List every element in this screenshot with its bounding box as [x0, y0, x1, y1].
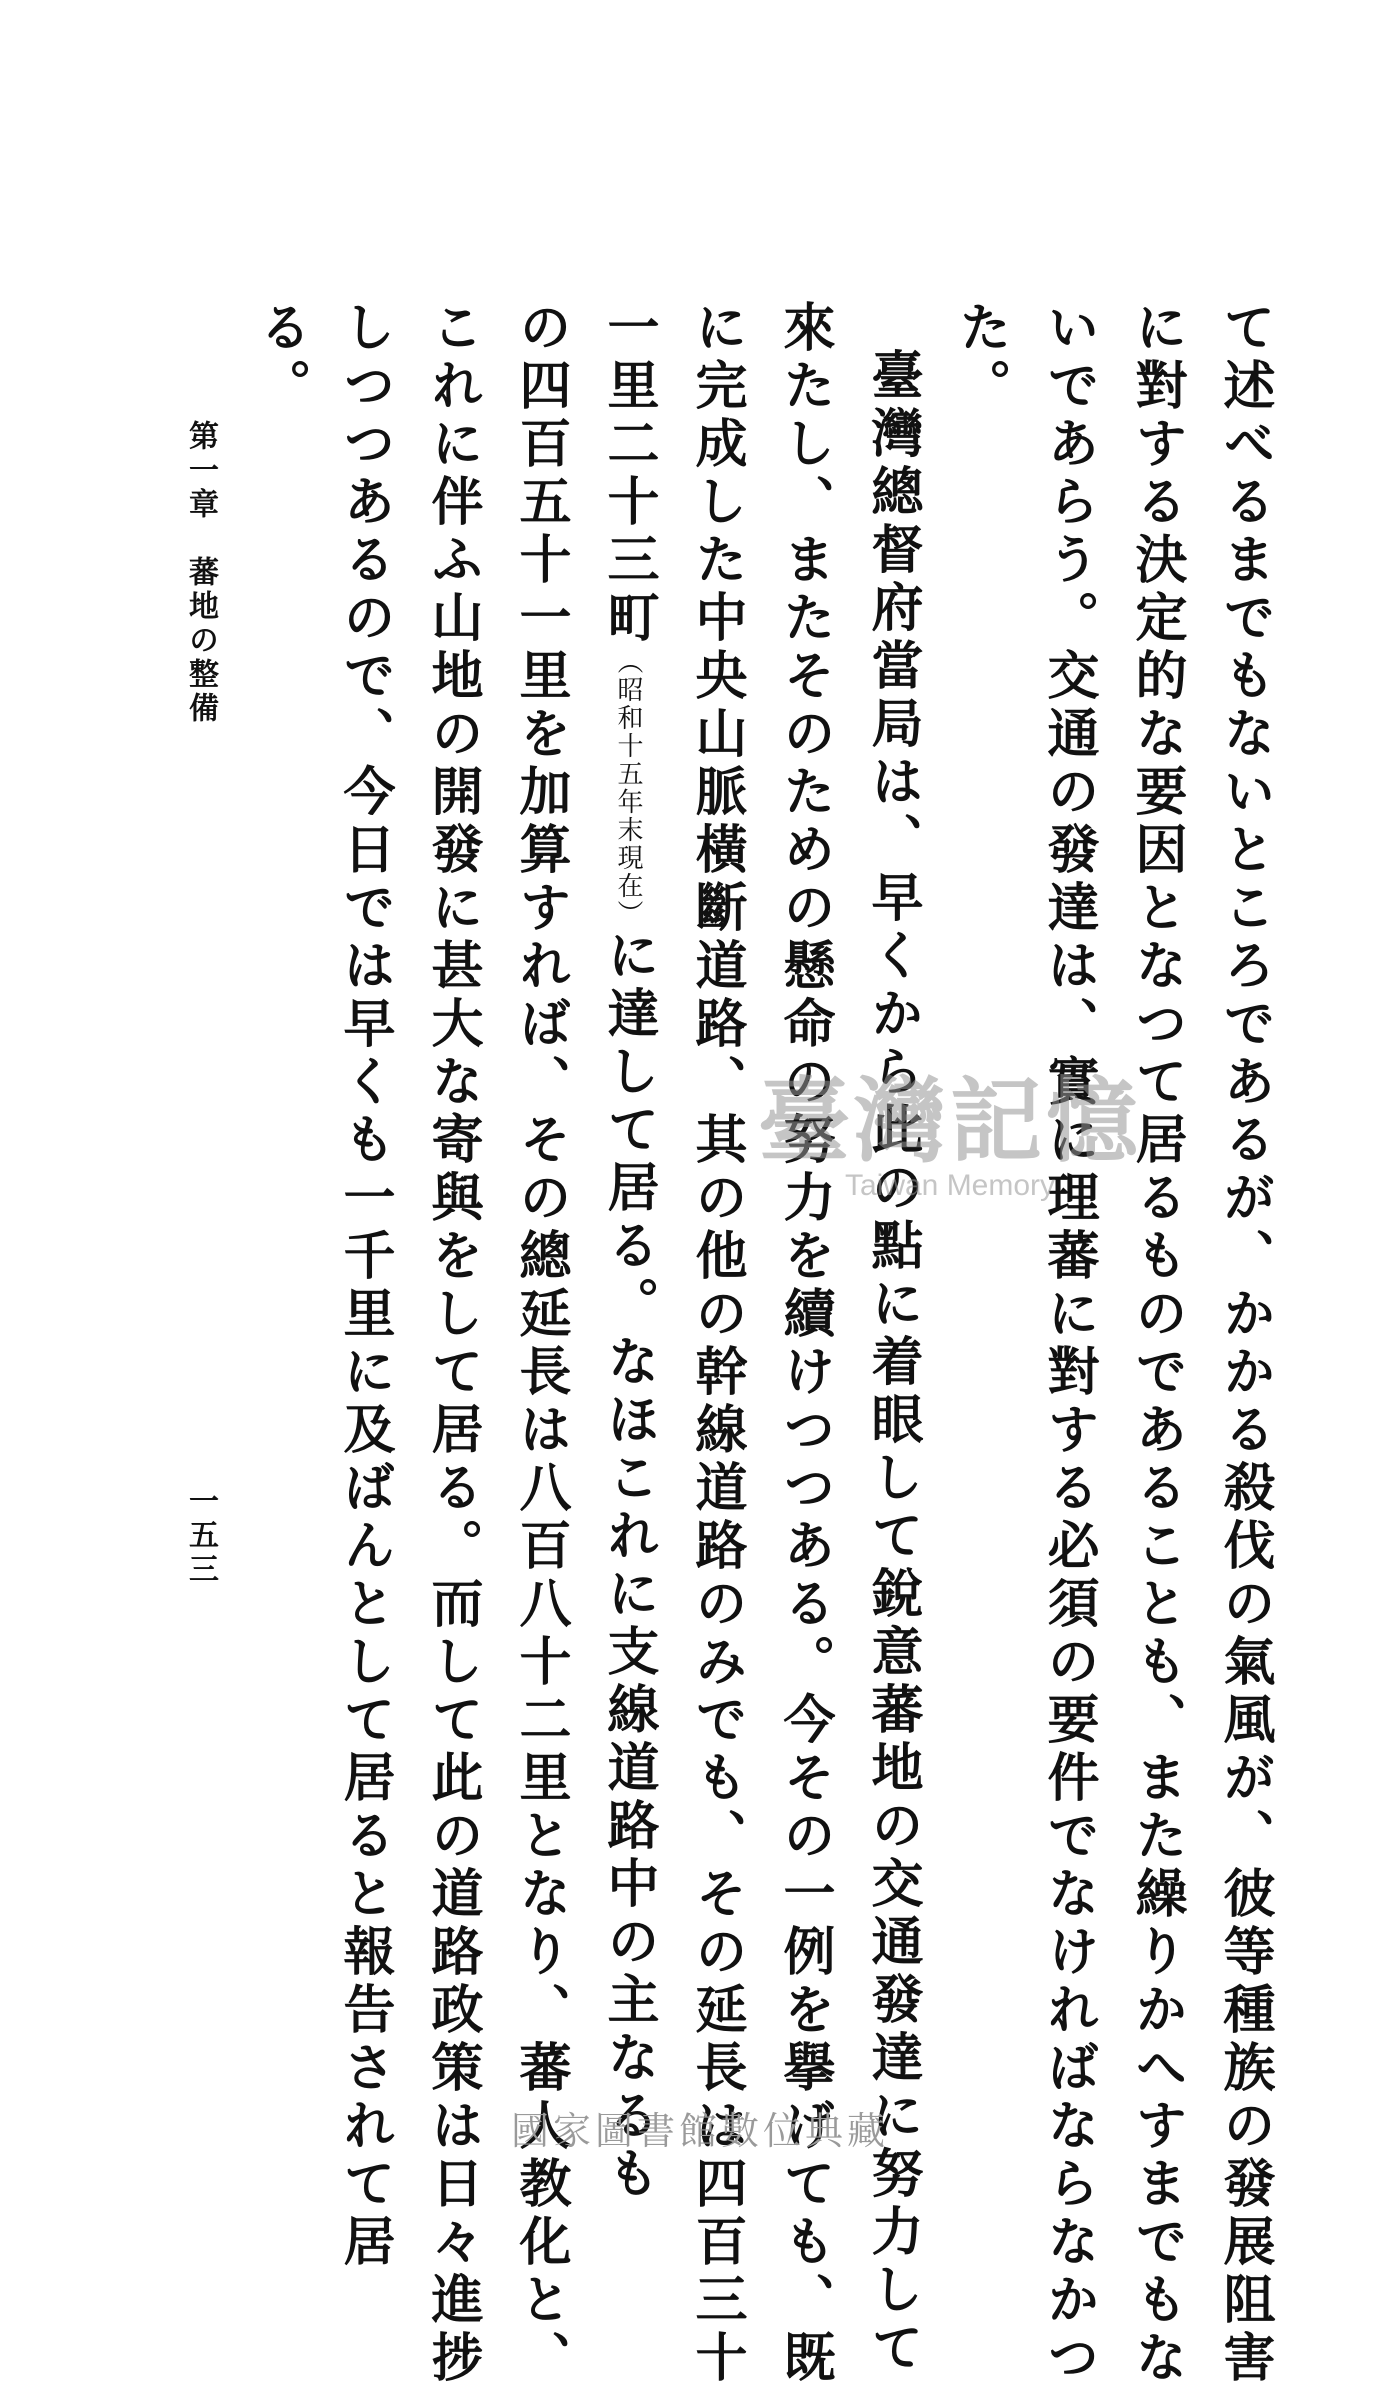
page-number: 一五三 [183, 1485, 218, 1587]
text-column-8 [598, 300, 659, 2204]
watermark [735, 1067, 1165, 1203]
text-column-3: いであらう。交通の發達は、實に理蕃に對する必須の要件でなければならなかつ [1038, 300, 1099, 2388]
text-column-6: 來たし、またそのための懸命の努力を續けつつある。今その一例を擧げても、既 [774, 300, 835, 2388]
column-8-tail: に達して居る。なほこれに支線道路中の主なるも [598, 928, 659, 2204]
text-column-4: た。 [950, 300, 1011, 416]
text-column-9: の四百五十一里を加算すれば、その總延長は八百八十二里となり、蕃人教化と、 [510, 300, 571, 2388]
text-column-7: に完成した中央山脈橫斷道路、其の他の幹線道路のみでも、その延長は四百三十 [686, 300, 747, 2388]
text-column-12: る。 [250, 300, 311, 416]
text-column-5: 臺灣總督府當局は、早くから此の點に着眼して銳意蕃地の交通發達に努力して [862, 348, 923, 2378]
column-8-head: 一里二十三町 [598, 300, 659, 648]
watermark-english: Taiwan Memory [844, 1169, 1056, 1202]
running-head: 第一章 蕃地の整備 [183, 420, 218, 726]
text-column-11: しつつあるので、今日では早くも一千里に及ばんとして居ると報告されて居 [334, 300, 395, 2272]
library-footer: 國家圖書館數位典藏 [510, 2109, 889, 2153]
text-column-1: て述べるまでもないところであるが、かかる殺伐の氣風が、彼等種族の發展阻害 [1214, 300, 1275, 2388]
watermark-chinese: 臺灣記憶 [757, 1067, 1142, 1175]
text-column-2: に對する決定的な要因となつて居るものであることも、また繰りかへすまでもな [1126, 300, 1187, 2388]
date-note: （昭和十五年末現在） [613, 648, 643, 928]
text-column-10: これに伴ふ山地の開發に甚大な寄與をして居る。而して此の道路政策は日々進捗 [422, 300, 483, 2388]
